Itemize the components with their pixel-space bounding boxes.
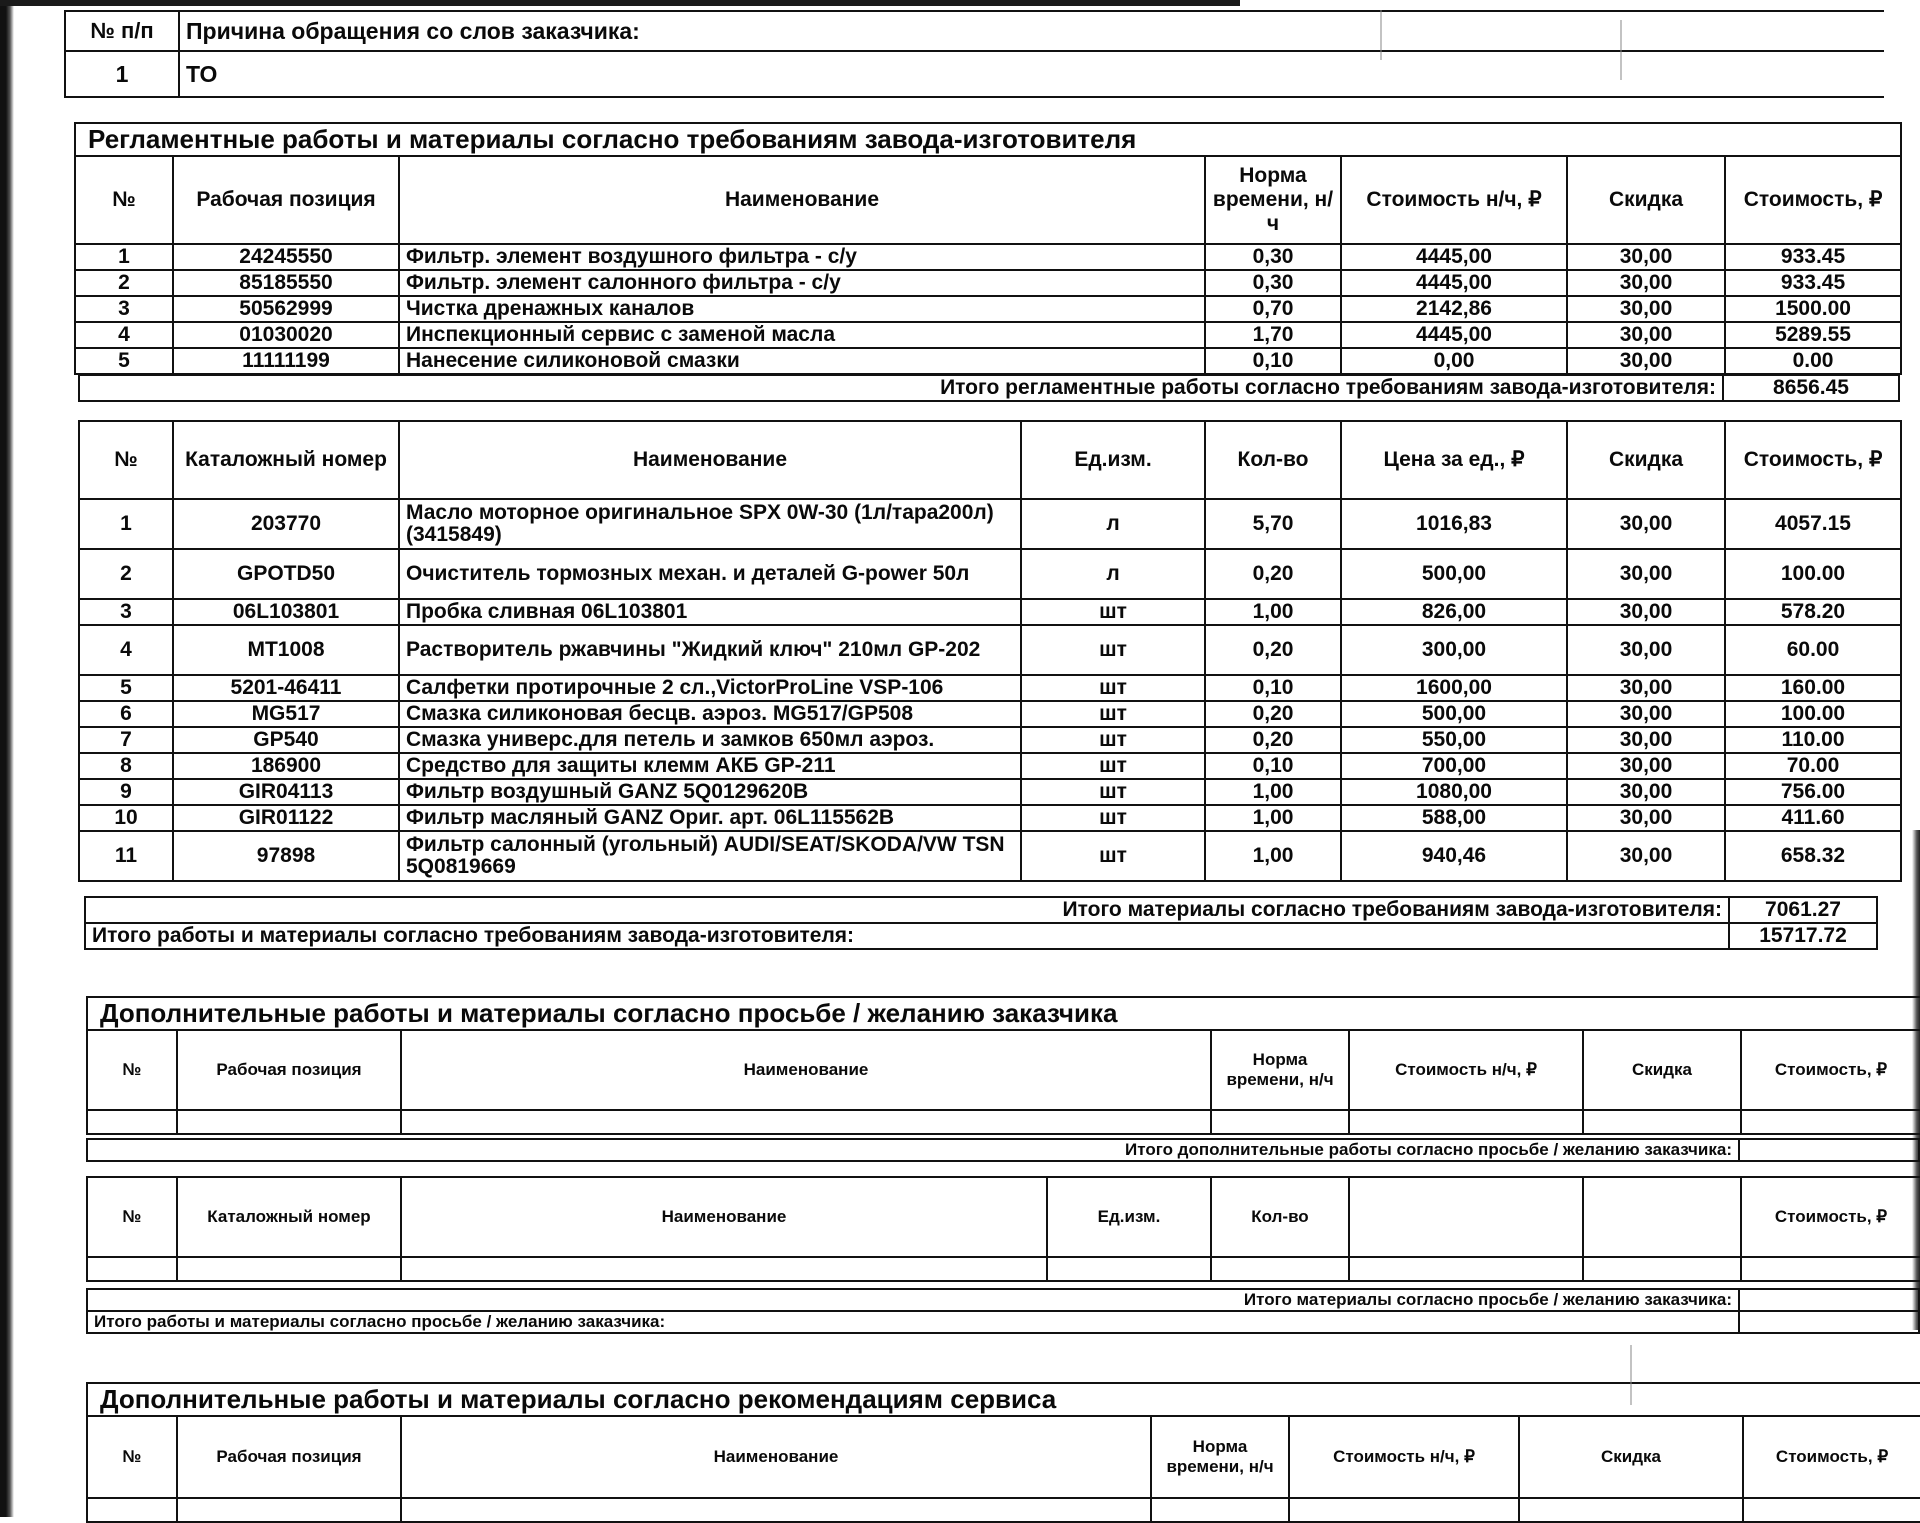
cell-cost: 5289.55 bbox=[1725, 322, 1901, 348]
cell-cost: 411.60 bbox=[1725, 805, 1901, 831]
cell-quantity: 0,20 bbox=[1205, 727, 1341, 753]
cell-number: 2 bbox=[79, 549, 173, 599]
cell-cost: 60.00 bbox=[1725, 625, 1901, 675]
col-header-hour-cost: Стоимость н/ч, ₽ bbox=[1341, 156, 1567, 244]
cell-name: Фильтр. элемент воздушного фильтра - с/у bbox=[399, 244, 1205, 270]
customer-works-total-value bbox=[1739, 1139, 1919, 1161]
col-header-blank bbox=[1349, 1177, 1583, 1257]
col-header-name: Наименование bbox=[399, 421, 1021, 499]
cell-unit-price: 550,00 bbox=[1341, 727, 1567, 753]
col-header-unit: Ед.изм. bbox=[1047, 1177, 1211, 1257]
col-header-quantity: Кол-во bbox=[1205, 421, 1341, 499]
cell-discount: 30,00 bbox=[1567, 779, 1725, 805]
cell-discount: 30,00 bbox=[1567, 753, 1725, 779]
cell-position: 85185550 bbox=[173, 270, 399, 296]
cell-name: Смазка силиконовая бесцв. аэроз. MG517/GP508 bbox=[399, 701, 1021, 727]
col-header-cost: Стоимость, ₽ bbox=[1741, 1177, 1920, 1257]
empty-row bbox=[87, 1498, 1920, 1522]
cell-number: 10 bbox=[79, 805, 173, 831]
scan-edge-top bbox=[0, 0, 1240, 6]
cell-number: 11 bbox=[79, 831, 173, 881]
cell-discount: 30,00 bbox=[1567, 296, 1725, 322]
cell-cost: 0.00 bbox=[1725, 348, 1901, 374]
cell-unit-price: 1080,00 bbox=[1341, 779, 1567, 805]
cell-name: Очиститель тормозных механ. и деталей G-power 50л bbox=[399, 549, 1021, 599]
manufacturer-section-title: Регламентные работы и материалы согласно требованиям завода-изготовителя bbox=[75, 123, 1901, 156]
cell-quantity: 5,70 bbox=[1205, 499, 1341, 549]
cell-catalog-number: 186900 bbox=[173, 753, 399, 779]
cell-time: 0,30 bbox=[1205, 244, 1341, 270]
cell-quantity: 0,20 bbox=[1205, 701, 1341, 727]
manufacturer-works-total bbox=[78, 374, 1900, 402]
cell-catalog-number: GPOTD50 bbox=[173, 549, 399, 599]
col-header-catalog-number: Каталожный номер bbox=[177, 1177, 401, 1257]
cell-discount: 30,00 bbox=[1567, 701, 1725, 727]
customer-grand-total-value bbox=[1739, 1311, 1919, 1333]
cell-name: Фильтр воздушный GANZ 5Q0129620B bbox=[399, 779, 1021, 805]
cell-unit-price: 940,46 bbox=[1341, 831, 1567, 881]
table-row bbox=[79, 549, 1901, 599]
cell-number: 9 bbox=[79, 779, 173, 805]
works-total-value: 8656.45 bbox=[1723, 375, 1899, 401]
cell-catalog-number: GP540 bbox=[173, 727, 399, 753]
reason-header-text: Причина обращения со слов заказчика: bbox=[179, 11, 1884, 51]
cell-quantity: 1,00 bbox=[1205, 779, 1341, 805]
cell-discount: 30,00 bbox=[1567, 499, 1725, 549]
col-header-time-norm: Норма времени, н/ч bbox=[1151, 1416, 1289, 1498]
table-row bbox=[75, 348, 1901, 374]
cell-number: 5 bbox=[79, 675, 173, 701]
table-row bbox=[79, 805, 1901, 831]
cell-discount: 30,00 bbox=[1567, 625, 1725, 675]
cell-time: 0,30 bbox=[1205, 270, 1341, 296]
cell-discount: 30,00 bbox=[1567, 549, 1725, 599]
cell-unit-price: 700,00 bbox=[1341, 753, 1567, 779]
manufacturer-materials-total bbox=[84, 896, 1878, 950]
customer-works-total bbox=[86, 1138, 1920, 1162]
cell-number: 8 bbox=[79, 753, 173, 779]
col-header-name: Наименование bbox=[399, 156, 1205, 244]
cell-name: Салфетки протирочные 2 сл.,VictorProLine VSP-106 bbox=[399, 675, 1021, 701]
col-header-number: № bbox=[79, 421, 173, 499]
cell-quantity: 1,00 bbox=[1205, 599, 1341, 625]
col-header-time-norm: Норма времени, н/ч bbox=[1211, 1030, 1349, 1110]
cell-time: 0,70 bbox=[1205, 296, 1341, 322]
materials-total-label: Итого материалы согласно требованиям завода-изготовителя: bbox=[85, 897, 1729, 923]
cell-quantity: 0,10 bbox=[1205, 675, 1341, 701]
reason-row-number: 1 bbox=[65, 51, 179, 97]
col-header-number: № bbox=[87, 1030, 177, 1110]
cell-unit: шт bbox=[1021, 675, 1205, 701]
cell-quantity: 0,10 bbox=[1205, 753, 1341, 779]
table-row bbox=[79, 753, 1901, 779]
cell-unit: л bbox=[1021, 499, 1205, 549]
cell-discount: 30,00 bbox=[1567, 831, 1725, 881]
cell-name: Фильтр масляный GANZ Ориг. арт. 06L115562B bbox=[399, 805, 1021, 831]
cell-discount: 30,00 bbox=[1567, 270, 1725, 296]
cell-catalog-number: 06L103801 bbox=[173, 599, 399, 625]
cell-number: 1 bbox=[75, 244, 173, 270]
cell-time: 1,70 bbox=[1205, 322, 1341, 348]
manufacturer-grand-total-value: 15717.72 bbox=[1729, 923, 1877, 949]
cell-time: 0,10 bbox=[1205, 348, 1341, 374]
cell-catalog-number: GIR01122 bbox=[173, 805, 399, 831]
table-row bbox=[79, 831, 1901, 881]
customer-grand-total-label: Итого работы и материалы согласно просьбе / желанию заказчика: bbox=[87, 1311, 1739, 1333]
cell-name: Средство для защиты клемм АКБ GP-211 bbox=[399, 753, 1021, 779]
cell-cost: 100.00 bbox=[1725, 549, 1901, 599]
table-row bbox=[79, 599, 1901, 625]
reason-row-text: ТО bbox=[179, 51, 1884, 97]
col-header-hour-cost: Стоимость н/ч, ₽ bbox=[1349, 1030, 1583, 1110]
table-row bbox=[79, 675, 1901, 701]
col-header-discount: Скидка bbox=[1519, 1416, 1743, 1498]
customer-works-total-label: Итого дополнительные работы согласно просьбе / желанию заказчика: bbox=[87, 1139, 1739, 1161]
col-header-work-position: Рабочая позиция bbox=[177, 1416, 401, 1498]
scan-artifact bbox=[1380, 10, 1382, 60]
col-header-cost: Стоимость, ₽ bbox=[1741, 1030, 1920, 1110]
col-header-unit-price: Цена за ед., ₽ bbox=[1341, 421, 1567, 499]
cell-discount: 30,00 bbox=[1567, 348, 1725, 374]
cell-catalog-number: MG517 bbox=[173, 701, 399, 727]
col-header-cost: Стоимость, ₽ bbox=[1743, 1416, 1920, 1498]
col-header-blank bbox=[1583, 1177, 1741, 1257]
cell-name: Чистка дренажных каналов bbox=[399, 296, 1205, 322]
customer-section-title: Дополнительные работы и материалы согласно просьбе / желанию заказчика bbox=[87, 997, 1920, 1030]
cell-catalog-number: 203770 bbox=[173, 499, 399, 549]
cell-unit: шт bbox=[1021, 625, 1205, 675]
cell-unit-price: 1600,00 bbox=[1341, 675, 1567, 701]
cell-name: Фильтр. элемент салонного фильтра - с/у bbox=[399, 270, 1205, 296]
cell-name: Масло моторное оригинальное SPX 0W-30 (1л/тара200л)(3415849) bbox=[399, 499, 1021, 549]
cell-discount: 30,00 bbox=[1567, 322, 1725, 348]
col-header-unit: Ед.изм. bbox=[1021, 421, 1205, 499]
cell-hour-cost: 0,00 bbox=[1341, 348, 1567, 374]
service-section-title: Дополнительные работы и материалы согласно рекомендациям сервиса bbox=[87, 1383, 1920, 1416]
col-header-work-position: Рабочая позиция bbox=[173, 156, 399, 244]
table-row bbox=[75, 322, 1901, 348]
manufacturer-materials-table bbox=[78, 420, 1902, 882]
reason-table bbox=[64, 10, 1884, 98]
cell-unit: шт bbox=[1021, 805, 1205, 831]
cell-cost: 933.45 bbox=[1725, 244, 1901, 270]
empty-row bbox=[87, 1257, 1920, 1281]
cell-unit-price: 500,00 bbox=[1341, 549, 1567, 599]
cell-cost: 4057.15 bbox=[1725, 499, 1901, 549]
cell-name: Фильтр салонный (угольный) AUDI/SEAT/SKODA/VW TSN 5Q0819669 bbox=[399, 831, 1021, 881]
cell-position: 11111199 bbox=[173, 348, 399, 374]
cell-unit-price: 500,00 bbox=[1341, 701, 1567, 727]
col-header-name: Наименование bbox=[401, 1177, 1047, 1257]
col-header-discount: Скидка bbox=[1567, 421, 1725, 499]
cell-name: Инспекционный сервис с заменой масла bbox=[399, 322, 1205, 348]
cell-quantity: 0,20 bbox=[1205, 625, 1341, 675]
cell-position: 50562999 bbox=[173, 296, 399, 322]
cell-name: Пробка сливная 06L103801 bbox=[399, 599, 1021, 625]
cell-name: Смазка универс.для петель и замков 650мл аэроз. bbox=[399, 727, 1021, 753]
cell-discount: 30,00 bbox=[1567, 727, 1725, 753]
cell-catalog-number: GIR04113 bbox=[173, 779, 399, 805]
col-header-discount: Скидка bbox=[1567, 156, 1725, 244]
customer-works-table bbox=[86, 996, 1920, 1135]
cell-catalog-number: MT1008 bbox=[173, 625, 399, 675]
customer-materials-total bbox=[86, 1288, 1920, 1334]
cell-hour-cost: 2142,86 bbox=[1341, 296, 1567, 322]
cell-quantity: 0,20 bbox=[1205, 549, 1341, 599]
cell-position: 01030020 bbox=[173, 322, 399, 348]
cell-unit-price: 300,00 bbox=[1341, 625, 1567, 675]
col-header-cost: Стоимость, ₽ bbox=[1725, 421, 1901, 499]
cell-unit: шт bbox=[1021, 831, 1205, 881]
reason-header-number: № п/п bbox=[65, 11, 179, 51]
cell-cost: 110.00 bbox=[1725, 727, 1901, 753]
cell-catalog-number: 5201-46411 bbox=[173, 675, 399, 701]
col-header-work-position: Рабочая позиция bbox=[177, 1030, 401, 1110]
cell-cost: 1500.00 bbox=[1725, 296, 1901, 322]
cell-number: 4 bbox=[75, 322, 173, 348]
table-row bbox=[75, 270, 1901, 296]
cell-name: Растворитель ржавчины "Жидкий ключ" 210мл GP-202 bbox=[399, 625, 1021, 675]
col-header-number: № bbox=[87, 1416, 177, 1498]
cell-hour-cost: 4445,00 bbox=[1341, 244, 1567, 270]
empty-row bbox=[87, 1110, 1920, 1134]
col-header-catalog-number: Каталожный номер bbox=[173, 421, 399, 499]
cell-cost: 160.00 bbox=[1725, 675, 1901, 701]
cell-unit: шт bbox=[1021, 753, 1205, 779]
cell-cost: 100.00 bbox=[1725, 701, 1901, 727]
cell-number: 1 bbox=[79, 499, 173, 549]
col-header-number: № bbox=[87, 1177, 177, 1257]
col-header-number: № bbox=[75, 156, 173, 244]
cell-quantity: 1,00 bbox=[1205, 805, 1341, 831]
cell-unit: шт bbox=[1021, 779, 1205, 805]
cell-position: 24245550 bbox=[173, 244, 399, 270]
col-header-hour-cost: Стоимость н/ч, ₽ bbox=[1289, 1416, 1519, 1498]
cell-discount: 30,00 bbox=[1567, 599, 1725, 625]
cell-hour-cost: 4445,00 bbox=[1341, 322, 1567, 348]
customer-materials-table bbox=[86, 1176, 1920, 1282]
table-row bbox=[79, 779, 1901, 805]
col-header-time-norm: Норма времени, н/ч bbox=[1205, 156, 1341, 244]
cell-quantity: 1,00 bbox=[1205, 831, 1341, 881]
customer-materials-total-label: Итого материалы согласно просьбе / желанию заказчика: bbox=[87, 1289, 1739, 1311]
cell-unit: шт bbox=[1021, 727, 1205, 753]
cell-unit: шт bbox=[1021, 599, 1205, 625]
works-total-label: Итого регламентные работы согласно требованиям завода-изготовителя: bbox=[79, 375, 1723, 401]
cell-number: 3 bbox=[79, 599, 173, 625]
cell-unit: л bbox=[1021, 549, 1205, 599]
materials-total-value: 7061.27 bbox=[1729, 897, 1877, 923]
customer-materials-total-value bbox=[1739, 1289, 1919, 1311]
manufacturer-works-table bbox=[74, 122, 1902, 375]
cell-discount: 30,00 bbox=[1567, 805, 1725, 831]
col-header-cost: Стоимость, ₽ bbox=[1725, 156, 1901, 244]
cell-name: Нанесение силиконовой смазки bbox=[399, 348, 1205, 374]
cell-unit-price: 588,00 bbox=[1341, 805, 1567, 831]
cell-unit-price: 1016,83 bbox=[1341, 499, 1567, 549]
table-row bbox=[79, 701, 1901, 727]
col-header-name: Наименование bbox=[401, 1416, 1151, 1498]
cell-cost: 658.32 bbox=[1725, 831, 1901, 881]
col-header-quantity: Кол-во bbox=[1211, 1177, 1349, 1257]
table-row bbox=[79, 499, 1901, 549]
cell-number: 4 bbox=[79, 625, 173, 675]
cell-number: 6 bbox=[79, 701, 173, 727]
service-works-table bbox=[86, 1382, 1920, 1523]
cell-unit-price: 826,00 bbox=[1341, 599, 1567, 625]
scan-artifact bbox=[1630, 1345, 1632, 1405]
col-header-name: Наименование bbox=[401, 1030, 1211, 1110]
col-header-discount: Скидка bbox=[1583, 1030, 1741, 1110]
table-row bbox=[79, 727, 1901, 753]
cell-number: 5 bbox=[75, 348, 173, 374]
cell-number: 3 bbox=[75, 296, 173, 322]
manufacturer-grand-total-label: Итого работы и материалы согласно требованиям завода-изготовителя: bbox=[85, 923, 1729, 949]
cell-cost: 70.00 bbox=[1725, 753, 1901, 779]
cell-number: 7 bbox=[79, 727, 173, 753]
cell-unit: шт bbox=[1021, 701, 1205, 727]
cell-cost: 578.20 bbox=[1725, 599, 1901, 625]
cell-cost: 756.00 bbox=[1725, 779, 1901, 805]
table-row bbox=[75, 244, 1901, 270]
cell-catalog-number: 97898 bbox=[173, 831, 399, 881]
table-row bbox=[75, 296, 1901, 322]
cell-cost: 933.45 bbox=[1725, 270, 1901, 296]
table-row bbox=[79, 625, 1901, 675]
cell-discount: 30,00 bbox=[1567, 244, 1725, 270]
scan-edge-left bbox=[0, 0, 14, 1517]
cell-number: 2 bbox=[75, 270, 173, 296]
cell-discount: 30,00 bbox=[1567, 675, 1725, 701]
cell-hour-cost: 4445,00 bbox=[1341, 270, 1567, 296]
scan-artifact bbox=[1620, 20, 1622, 80]
